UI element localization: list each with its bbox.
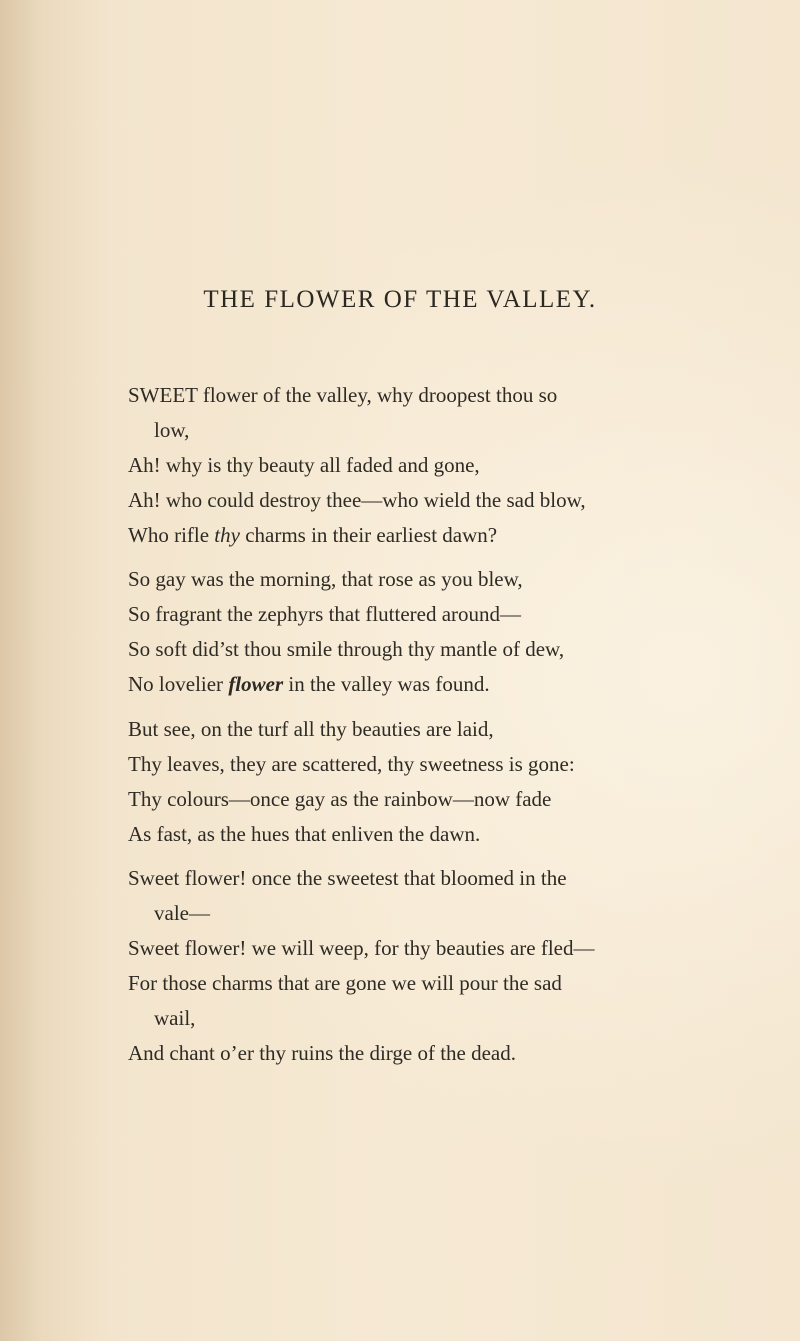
poem-line: And chant o’er thy ruins the dirge of the dead. (128, 1041, 516, 1065)
poem-line-text: Who rifle (128, 523, 215, 547)
poem-line: Sweet flower! we will weep, for thy beauties are fled— (128, 936, 595, 960)
poem-line-text: No lovelier (128, 672, 229, 696)
poem-line: For those charms that are gone we will pour the sad (128, 971, 562, 995)
poem-line-text: in the valley was found. (283, 672, 490, 696)
poem-line: Ah! why is thy beauty all faded and gone, (128, 453, 480, 477)
poem-line: vale— (154, 901, 210, 925)
poem-line: Thy leaves, they are scattered, thy sweetness is gone: (128, 752, 575, 776)
emphasized-word: flower (228, 672, 284, 696)
poem-line: Ah! who could destroy thee—who wield the sad blow, (128, 488, 586, 512)
poem-line: But see, on the turf all thy beauties are laid, (128, 717, 494, 741)
poem-line (128, 669, 490, 699)
poem-line: So soft did’st thou smile through thy mantle of dew, (128, 637, 565, 661)
emphasized-word: thy (214, 523, 240, 547)
poem-line: wail, (154, 1006, 196, 1030)
poem-title: THE FLOWER OF THE VALLEY. (203, 286, 597, 313)
poem-line: So gay was the morning, that rose as you blew, (128, 567, 523, 591)
poem-line: SWEET flower of the valley, why droopest thou so (128, 383, 558, 407)
poem-line: Thy colours—once gay as the rainbow—now fade (128, 787, 552, 811)
poem-line: low, (154, 418, 190, 442)
poem-line-text: charms in their earliest dawn? (239, 523, 498, 547)
poem-line (128, 520, 497, 550)
poem-line: Sweet flower! once the sweetest that bloomed in the (128, 866, 567, 890)
poem-line: So fragrant the zephyrs that fluttered around— (128, 602, 522, 626)
poem-line: As fast, as the hues that enliven the dawn. (128, 822, 481, 846)
